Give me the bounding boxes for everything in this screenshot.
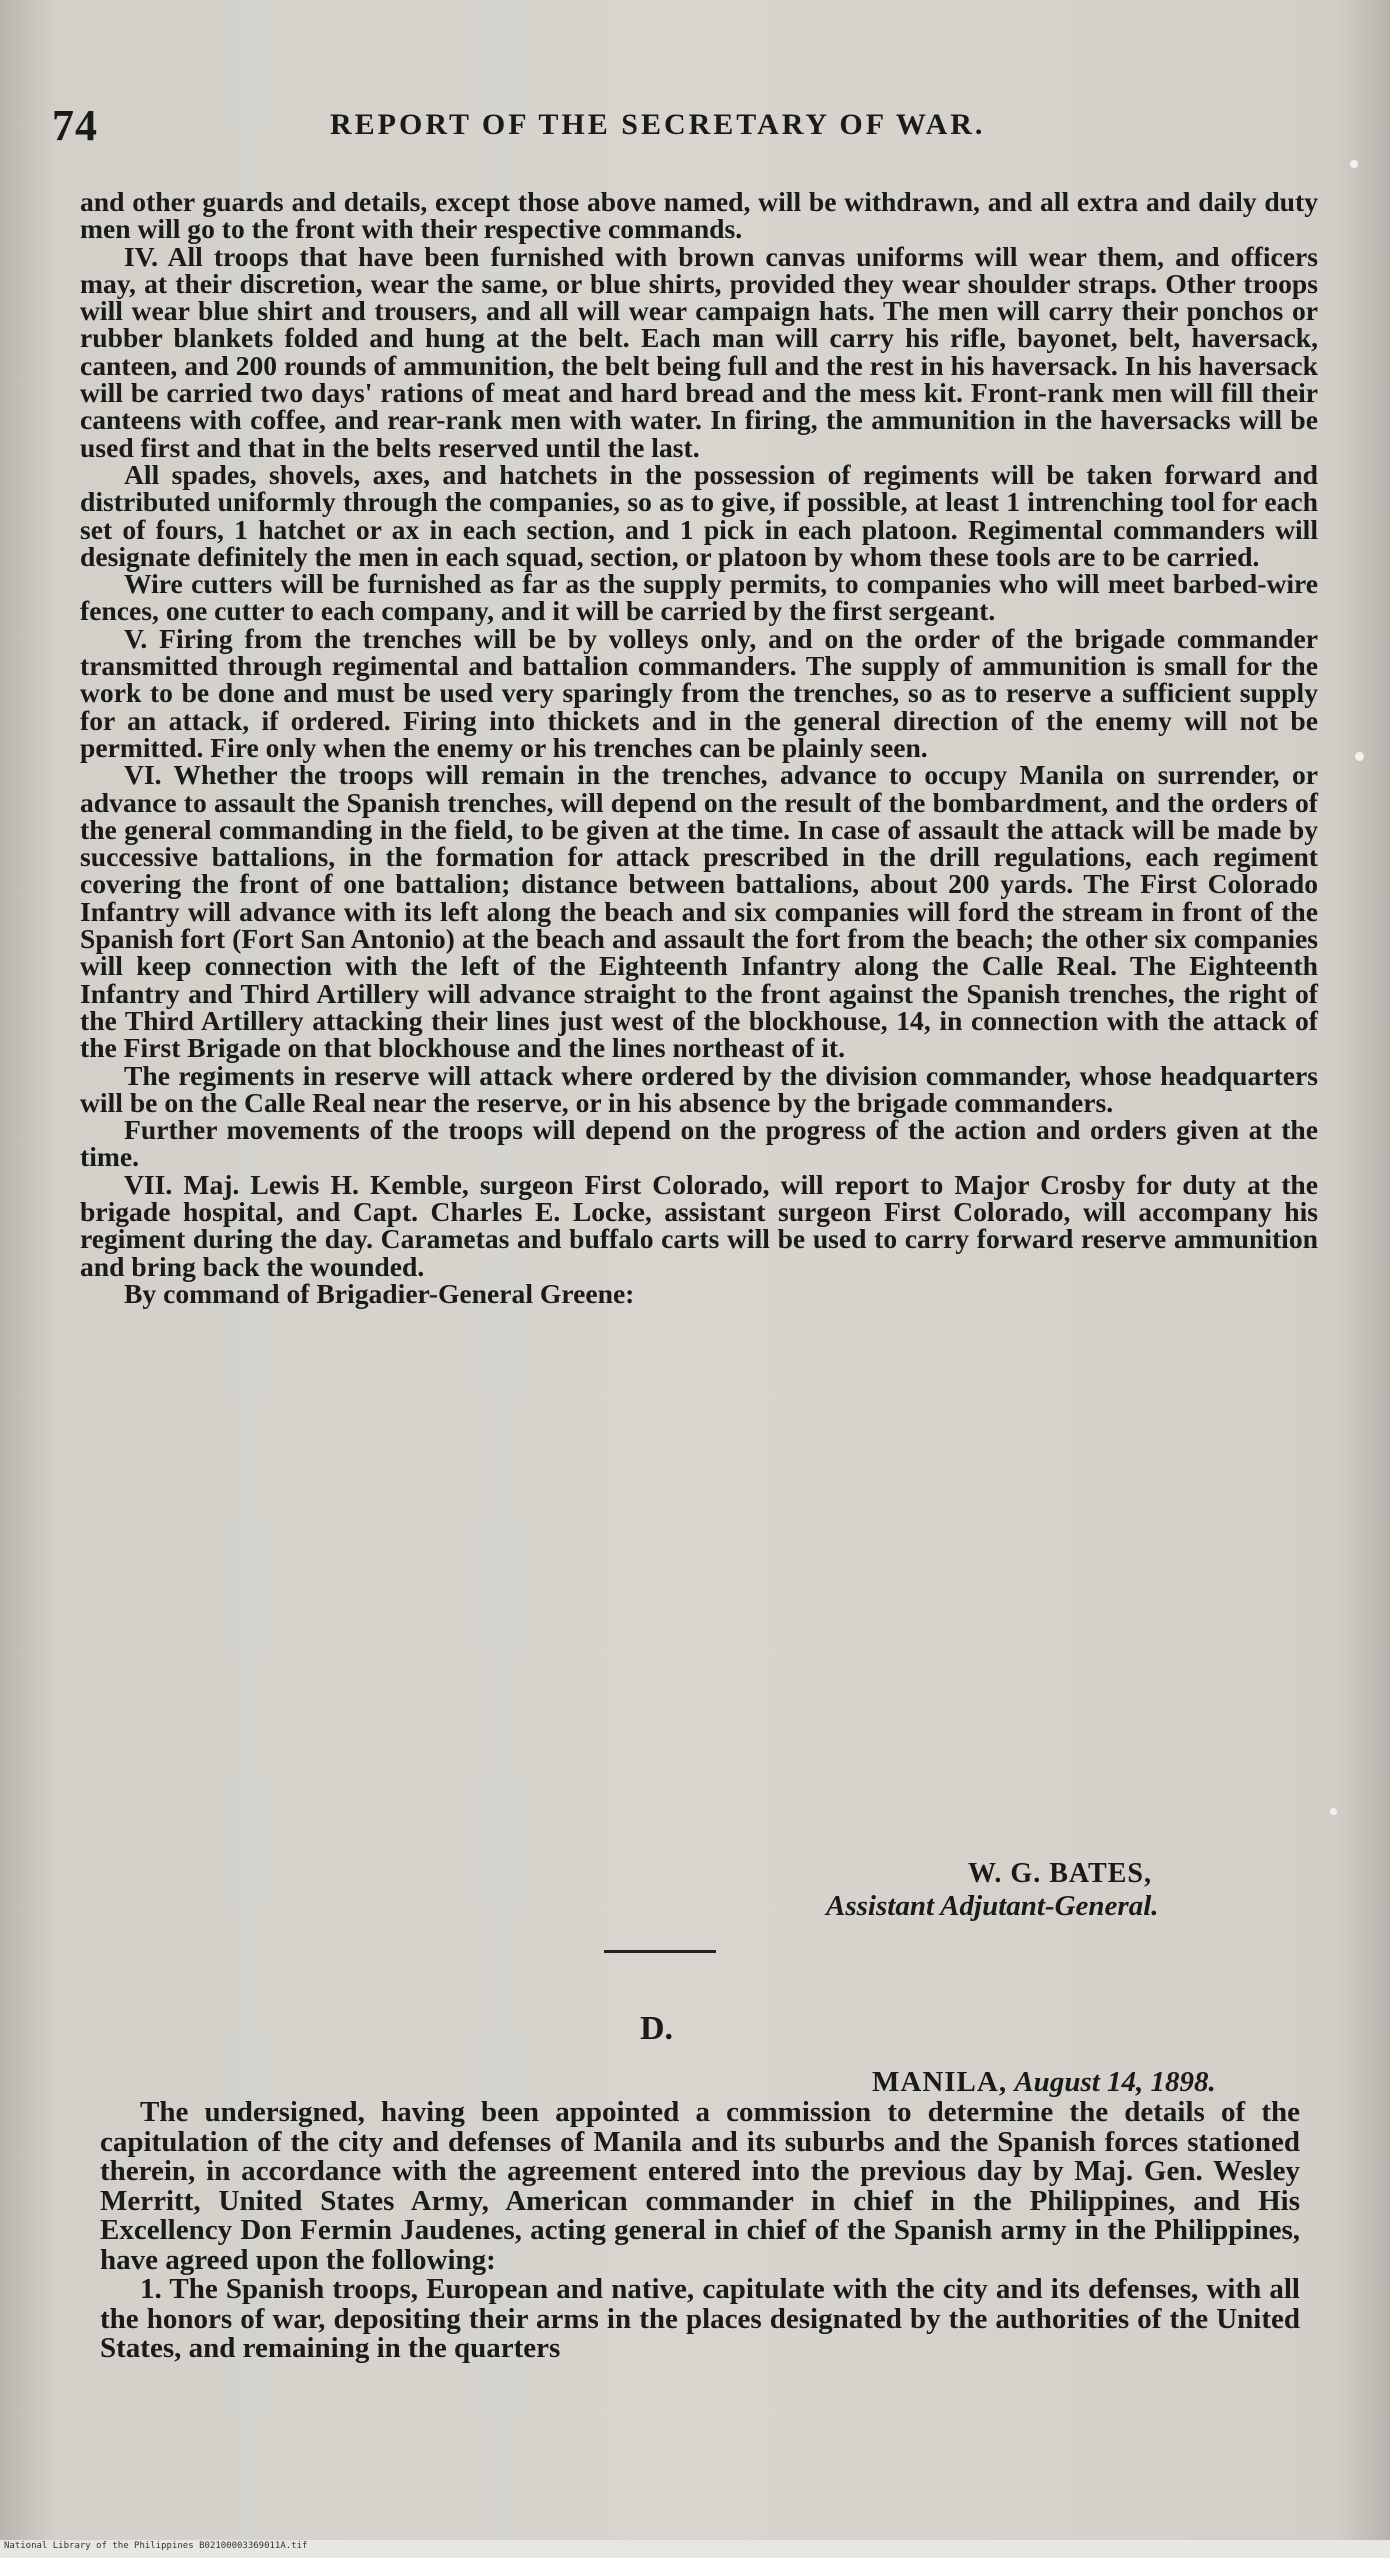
signature-title: Assistant Adjutant-General. [826,1890,1159,1922]
page-number: 74 [52,101,98,150]
paragraph-section-v: V. Firing from the trenches will be by volleys only, and on the order of the brigade commander transmitted through regimental and battalion commanders. The supply of ammunition is small for the work to be done and must be used very sparingly from the trenches, so as to reserve a sufficient supply for an attack, if ordered. Firing into thickets and in the general direction of the enemy will not be permitted. Fire only when the enemy or his trenches can be plainly seen. [80,622,1318,763]
paragraph: The regiments in reserve will attack where ordered by the division commander, whose headquarters will be on the Calle Real near the reserve, or in his absence by the brigade commanders. [80,1059,1318,1118]
section-divider [604,1950,716,1953]
paragraph: and other guards and details, except those above named, will be withdrawn, and all extra and daily duty men will go to the front with their respective commands. [80,186,1318,245]
paragraph-section-vi: VI. Whether the troops will remain in the trenches, advance to occupy Manila on surrender, or advance to assault the Spanish trenches, will depend on the result of the bombardment, and the orders of the general commanding in the field, to be given at the time. In case of assault the attack will be made by successive battalions, in the formation for attack prescribed in the drill regulations, each regiment covering the front of one battalion; distance between battalions, about 200 yards. The First Colorado Infantry will advance with its left along the beach and six companies will ford the stream in front of the Spanish fort (Fort San Antonio) at the beach and assault the fort from the beach; the other six companies will keep connection with the left of the Eighteenth Infantry along the Calle Real. The Eighteenth Infantry and Third Artillery will advance straight to the front against the Spanish trenches, the right of the Third Artillery attacking their lines just west of the blockhouse, 14, in connection with the attack of the First Brigade on that blockhouse and the lines northeast of it. [80,759,1318,1064]
command-line: By command of Brigadier-General Greene: [124,1277,635,1309]
scan-credit: National Library of the Philippines B02100003369011A.tif [4,2541,308,2551]
capitulation-text [100,2098,1300,2364]
scan-speck [1330,1808,1337,1815]
dateline-place: MANILA, [872,2066,1008,2098]
orders-text [80,188,1318,1307]
section-heading: D. [640,2010,674,2047]
paragraph-section-vii: VII. Maj. Lewis H. Kemble, surgeon First Colorado, will report to Major Crosby for duty at the brigade hospital, and Capt. Charles E. Locke, assistant surgeon First Colorado, will accompany his regiment during the day. Carametas and buffalo carts will be used to carry forward reserve ammunition and bring back the wounded. [80,1168,1318,1282]
paragraph-section-iv: IV. All troops that have been furnished with brown canvas uniforms will wear them, and officers may, at their discretion, wear the same, or blue shirts, provided they wear shoulder straps. Other troops will wear blue shirt and trousers, and all will wear campaign hats. The men will carry their ponchos or rubber blankets folded and hung at the belt. Each man will carry his rifle, bayonet, belt, haversack, canteen, and 200 rounds of ammunition, the belt being full and the rest in his haversack. In his haversack will be carried two days' rations of meat and hard bread and the mess kit. Front-rank men will fill their canteens with coffee, and rear-rank men with water. In firing, the ammunition in the haversacks will be used first and that in the belts reserved until the last. [80,240,1318,463]
paragraph: The undersigned, having been appointed a commission to determine the details of the capitulation of the city and defenses of Manila and its suburbs and the Spanish forces stationed therein, in accordance with the agreement entered into the previous day by Maj. Gen. Wesley Merritt, United States Army, American commander in chief in the Philippines, and His Excellency Don Fermin Jaudenes, acting general in chief of the Spanish army in the Philippines, have agreed upon the following: [100,2096,1300,2276]
page-header [0,100,1390,160]
running-head: REPORT OF THE SECRETARY OF WAR. [330,108,986,141]
dateline [872,2066,1216,2099]
signature-name: W. G. BATES, [968,1858,1152,1889]
paragraph: Further movements of the troops will depend on the progress of the action and orders given at the time. [80,1114,1318,1173]
paragraph: All spades, shovels, axes, and hatchets in the possession of regiments will be taken forward and distributed uniformly through the companies, so as to give, if possible, at least 1 intrenching tool for each set of fours, 1 hatchet or ax in each section, and 1 pick in each platoon. Regimental commanders will designate definitely the men in each squad, section, or platoon by whom these tools are to be carried. [80,458,1318,572]
dateline-date: August 14, 1898. [1014,2066,1216,2098]
scan-speck [1355,752,1364,761]
scan-speck [1350,160,1358,168]
paragraph-article-1: 1. The Spanish troops, European and native, capitulate with the city and its defenses, with all the honors of war, depositing their arms in the places designated by the authorities of the United States, and remaining in the quarters [100,2273,1300,2364]
paragraph: Wire cutters will be furnished as far as the supply permits, to companies who will meet barbed-wire fences, one cutter to each company, and it will be carried by the first sergeant. [80,568,1318,627]
